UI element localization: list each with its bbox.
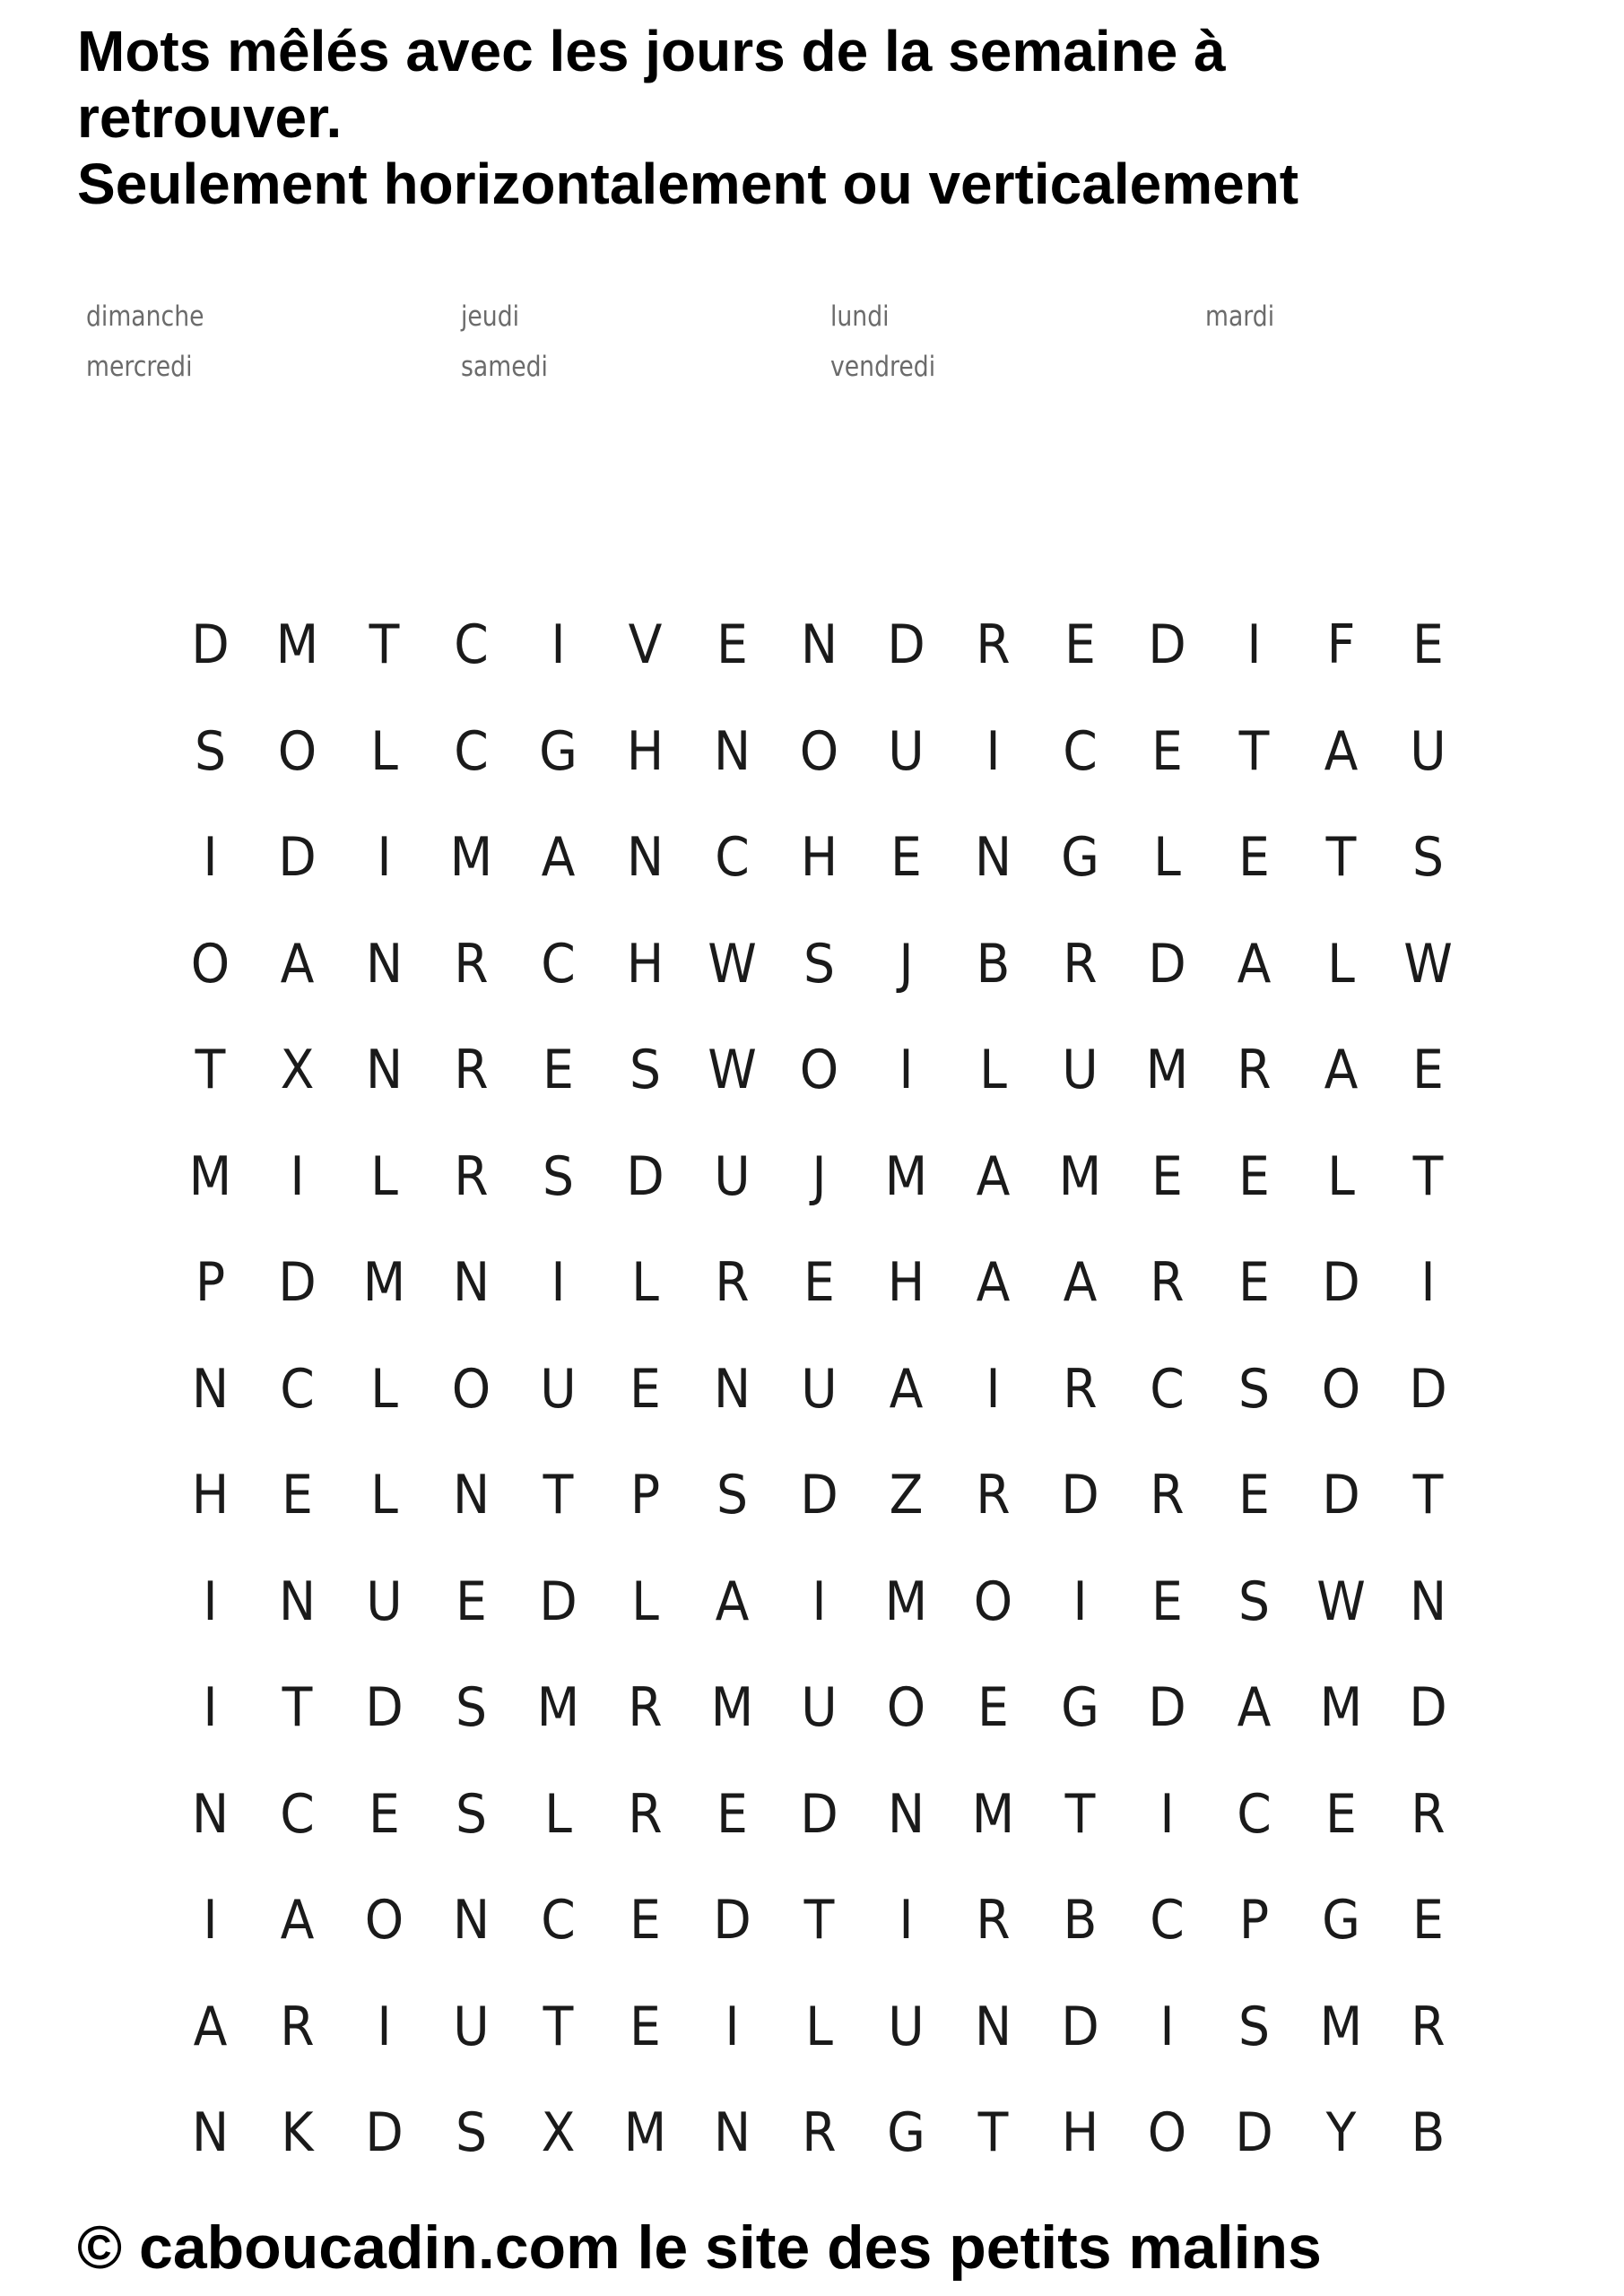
grid-letter: N [713, 1357, 751, 1421]
grid-letter: I [203, 1889, 218, 1952]
grid-letter: T [195, 1039, 226, 1102]
grid-letter: D [365, 2101, 404, 2165]
grid-letter: I [812, 1570, 827, 1633]
grid-letter: E [1064, 613, 1096, 677]
grid-letter: M [884, 1570, 928, 1633]
grid-letter: M [536, 1676, 580, 1740]
grid-letter: I [551, 1251, 566, 1315]
grid-letter: N [1409, 1570, 1447, 1633]
grid-letter: D [1322, 1251, 1360, 1315]
grid-letter: R [802, 2101, 837, 2165]
grid-letter: T [1412, 1464, 1444, 1527]
grid-letter: M [710, 1676, 754, 1740]
grid-letter: N [191, 1357, 230, 1421]
grid-letter: T [543, 1464, 574, 1527]
grid-letter: A [976, 1251, 1011, 1315]
grid-letter: N [278, 1570, 317, 1633]
grid-letter: D [626, 1144, 664, 1208]
grid-letter: T [1412, 1144, 1444, 1208]
grid-letter: T [369, 613, 400, 677]
grid-letter: R [1411, 1995, 1446, 2058]
grid-letter: S [194, 719, 227, 783]
grid-letter: M [1319, 1995, 1363, 2058]
grid-letter: I [203, 1676, 218, 1740]
grid-letter: H [800, 826, 838, 890]
grid-letter: E [716, 1782, 748, 1846]
footer-copyright: © caboucadin.com le site des petits malins [77, 2213, 1322, 2282]
grid-letter: A [1237, 1676, 1272, 1740]
grid-letter: A [889, 1357, 924, 1421]
grid-letter: T [1238, 719, 1270, 783]
grid-letter: L [1327, 932, 1355, 996]
grid-letter: U [801, 1676, 838, 1740]
grid-letter: U [1062, 1039, 1099, 1102]
grid-letter: R [1150, 1464, 1185, 1527]
grid-letter: P [630, 1464, 661, 1527]
grid-letter: S [1238, 1995, 1271, 2058]
grid-letter: S [1238, 1357, 1271, 1421]
grid-letter: D [191, 613, 230, 677]
grid-letter: C [1150, 1357, 1185, 1421]
grid-letter: A [541, 826, 576, 890]
grid-letter: R [280, 1995, 315, 2058]
grid-letter: M [362, 1251, 406, 1315]
grid-letter: H [626, 719, 664, 783]
grid-letter: C [454, 613, 489, 677]
grid-letter: H [626, 932, 664, 996]
grid-letter: S [455, 1676, 488, 1740]
word-list-item: mardi [1205, 300, 1275, 333]
grid-letter: D [1148, 1676, 1186, 1740]
grid-letter: T [1325, 826, 1357, 890]
grid-letter: M [1319, 1676, 1363, 1740]
grid-letter: E [1325, 1782, 1357, 1846]
grid-letter: L [370, 1144, 398, 1208]
grid-letter: R [976, 1889, 1011, 1952]
grid-letter: N [191, 2101, 230, 2165]
grid-letter: E [630, 1889, 661, 1952]
grid-letter: N [713, 2101, 751, 2165]
grid-letter: I [290, 1144, 305, 1208]
grid-letter: L [631, 1570, 659, 1633]
grid-letter: A [976, 1144, 1011, 1208]
grid-letter: E [1412, 613, 1444, 677]
grid-letter: D [1061, 1464, 1099, 1527]
word-list-item: lundi [830, 300, 890, 333]
word-search-grid [167, 592, 1472, 2187]
grid-letter: E [1238, 1251, 1270, 1315]
grid-letter: T [977, 2101, 1009, 2165]
grid-letter: E [716, 613, 748, 677]
word-list [86, 300, 1431, 408]
grid-letter: T [803, 1889, 835, 1952]
grid-letter: D [1148, 613, 1186, 677]
grid-letter: P [1238, 1889, 1270, 1952]
grid-letter: E [282, 1464, 313, 1527]
grid-letter: A [193, 1995, 228, 2058]
grid-letter: A [1324, 719, 1359, 783]
grid-letter: N [626, 826, 664, 890]
grid-letter: S [542, 1144, 575, 1208]
grid-letter: C [715, 826, 750, 890]
grid-letter: O [190, 932, 230, 996]
grid-letter: J [899, 932, 914, 996]
grid-letter: N [365, 1039, 404, 1102]
grid-letter: A [280, 1889, 315, 1952]
grid-letter: I [1246, 613, 1262, 677]
grid-letter: I [986, 719, 1001, 783]
grid-letter: D [1235, 2101, 1273, 2165]
grid-letter: D [800, 1782, 838, 1846]
grid-letter: U [453, 1995, 490, 2058]
grid-letter: E [630, 1995, 661, 2058]
grid-letter: H [191, 1464, 230, 1527]
grid-letter: D [1322, 1464, 1360, 1527]
grid-letter: C [1150, 1889, 1185, 1952]
grid-letter: E [1412, 1039, 1444, 1102]
grid-letter: I [377, 826, 392, 890]
grid-letter: N [887, 1782, 925, 1846]
page-title [77, 18, 1584, 217]
grid-letter: M [275, 613, 319, 677]
grid-letter: D [1061, 1995, 1099, 2058]
grid-letter: N [974, 1995, 1012, 2058]
grid-letter: R [976, 613, 1011, 677]
grid-letter: L [979, 1039, 1007, 1102]
grid-letter: D [887, 613, 925, 677]
grid-letter: E [630, 1357, 661, 1421]
grid-letter: O [451, 1357, 491, 1421]
grid-letter: X [541, 2101, 576, 2165]
grid-letter: U [540, 1357, 577, 1421]
grid-letter: U [1410, 719, 1446, 783]
word-list-item: samedi [461, 351, 548, 383]
grid-letter: A [280, 932, 315, 996]
grid-letter: D [278, 1251, 317, 1315]
grid-letter: N [974, 826, 1012, 890]
grid-letter: N [191, 1782, 230, 1846]
grid-letter: W [1403, 932, 1453, 996]
grid-letter: E [1238, 1144, 1270, 1208]
grid-letter: S [455, 2101, 488, 2165]
title-line-1: Mots mêlés avec les jours de la semaine à [77, 19, 1226, 83]
grid-letter: B [1411, 2101, 1446, 2165]
grid-letter: W [1316, 1570, 1366, 1633]
grid-letter: L [370, 1357, 398, 1421]
grid-letter: E [1238, 826, 1270, 890]
word-list-item: vendredi [830, 351, 936, 383]
grid-letter: X [280, 1039, 315, 1102]
grid-letter: M [449, 826, 493, 890]
grid-letter: R [1150, 1251, 1185, 1315]
grid-letter: L [370, 1464, 398, 1527]
grid-letter: L [1153, 826, 1181, 890]
grid-letter: U [888, 1995, 925, 2058]
grid-letter: N [452, 1464, 491, 1527]
grid-letter: N [365, 932, 404, 996]
grid-letter: E [369, 1782, 400, 1846]
grid-letter: I [203, 826, 218, 890]
grid-letter: E [1238, 1464, 1270, 1527]
grid-letter: F [1326, 613, 1356, 677]
grid-letter: I [203, 1570, 218, 1633]
grid-letter: W [708, 1039, 757, 1102]
grid-letter: A [1237, 932, 1272, 996]
grid-letter: L [1327, 1144, 1355, 1208]
grid-letter: C [1063, 719, 1098, 783]
grid-letter: Y [1325, 2101, 1357, 2165]
grid-letter: R [454, 1039, 489, 1102]
grid-letter: E [1151, 1144, 1183, 1208]
grid-letter: O [1147, 2101, 1187, 2165]
grid-letter: C [454, 719, 489, 783]
grid-letter: U [366, 1570, 403, 1633]
grid-letter: R [715, 1251, 750, 1315]
grid-letter: R [1063, 932, 1098, 996]
word-list-item: mercredi [86, 351, 193, 383]
grid-letter: I [1159, 1782, 1175, 1846]
grid-letter: R [1411, 1782, 1446, 1846]
grid-letter: E [803, 1251, 835, 1315]
grid-letter: R [454, 932, 489, 996]
grid-letter: T [1064, 1782, 1096, 1846]
grid-letter: E [543, 1039, 574, 1102]
grid-letter: C [280, 1782, 315, 1846]
grid-letter: D [1409, 1357, 1447, 1421]
grid-letter: R [1063, 1357, 1098, 1421]
grid-letter: M [884, 1144, 928, 1208]
grid-letter: L [370, 719, 398, 783]
grid-letter: M [1145, 1039, 1189, 1102]
grid-letter: I [899, 1889, 914, 1952]
grid-letter: N [713, 719, 751, 783]
grid-letter: L [805, 1995, 833, 2058]
grid-letter: R [454, 1144, 489, 1208]
grid-letter: A [1063, 1251, 1098, 1315]
grid-letter: I [377, 1995, 392, 2058]
grid-letter: R [1237, 1039, 1272, 1102]
grid-letter: M [188, 1144, 232, 1208]
grid-letter: D [800, 1464, 838, 1527]
grid-letter: M [971, 1782, 1015, 1846]
grid-letter: S [716, 1464, 749, 1527]
grid-letter: G [539, 719, 578, 783]
grid-letter: G [1061, 826, 1099, 890]
grid-letter: H [1061, 2101, 1099, 2165]
grid-letter: K [281, 2101, 314, 2165]
grid-letter: I [725, 1995, 740, 2058]
grid-letter: I [1420, 1251, 1436, 1315]
grid-letter: E [1412, 1889, 1444, 1952]
grid-letter: D [1409, 1676, 1447, 1740]
grid-letter: N [452, 1251, 491, 1315]
grid-letter: G [1061, 1676, 1099, 1740]
word-list-item: dimanche [86, 300, 204, 333]
grid-letter: C [541, 932, 576, 996]
grid-letter: D [1148, 932, 1186, 996]
grid-letter: O [277, 719, 317, 783]
grid-letter: L [631, 1251, 659, 1315]
grid-letter: S [629, 1039, 662, 1102]
grid-letter: I [1159, 1995, 1175, 2058]
grid-letter: R [976, 1464, 1011, 1527]
grid-letter: S [1238, 1570, 1271, 1633]
grid-letter: S [803, 932, 836, 996]
grid-letter: U [888, 719, 925, 783]
grid-letter: T [282, 1676, 313, 1740]
grid-letter: O [799, 1039, 839, 1102]
grid-letter: S [1411, 826, 1445, 890]
grid-letter: R [628, 1676, 663, 1740]
grid-letter: L [544, 1782, 572, 1846]
grid-letter: E [890, 826, 922, 890]
grid-letter: O [799, 719, 839, 783]
grid-letter: S [455, 1782, 488, 1846]
grid-letter: E [977, 1676, 1009, 1740]
grid-letter: D [539, 1570, 578, 1633]
grid-letter: C [1237, 1782, 1272, 1846]
grid-letter: G [1322, 1889, 1360, 1952]
grid-letter: O [364, 1889, 404, 1952]
grid-letter: N [452, 1889, 491, 1952]
grid-letter: U [714, 1144, 751, 1208]
grid-letter: O [886, 1676, 926, 1740]
grid-letter: A [715, 1570, 750, 1633]
grid-letter: J [812, 1144, 827, 1208]
grid-letter: M [623, 2101, 667, 2165]
grid-letter: U [801, 1357, 838, 1421]
grid-letter: E [1151, 719, 1183, 783]
grid-letter: E [1151, 1570, 1183, 1633]
grid-letter: E [456, 1570, 487, 1633]
grid-letter: G [887, 2101, 925, 2165]
grid-letter: B [1063, 1889, 1098, 1952]
grid-letter: T [543, 1995, 574, 2058]
grid-letter: I [986, 1357, 1001, 1421]
title-line-3: Seulement horizontalement ou verticalement [77, 152, 1299, 216]
title-line-2: retrouver. [77, 85, 343, 150]
grid-letter: W [708, 932, 757, 996]
grid-letter: C [280, 1357, 315, 1421]
grid-letter: P [195, 1251, 226, 1315]
grid-letter: A [1324, 1039, 1359, 1102]
grid-letter: O [1321, 1357, 1361, 1421]
grid-letter: V [628, 613, 663, 677]
grid-letter: I [551, 613, 566, 677]
grid-letter: N [800, 613, 838, 677]
grid-letter: C [541, 1889, 576, 1952]
grid-letter: H [887, 1251, 925, 1315]
grid-letter: O [973, 1570, 1013, 1633]
grid-letter: R [628, 1782, 663, 1846]
grid-letter: D [278, 826, 317, 890]
word-list-item: jeudi [461, 300, 520, 333]
grid-letter: I [899, 1039, 914, 1102]
grid-letter: I [1073, 1570, 1088, 1633]
grid-letter: M [1058, 1144, 1102, 1208]
grid-letter: Z [889, 1464, 924, 1527]
grid-letter: D [365, 1676, 404, 1740]
grid-letter: B [976, 932, 1011, 996]
grid-letter: D [713, 1889, 751, 1952]
